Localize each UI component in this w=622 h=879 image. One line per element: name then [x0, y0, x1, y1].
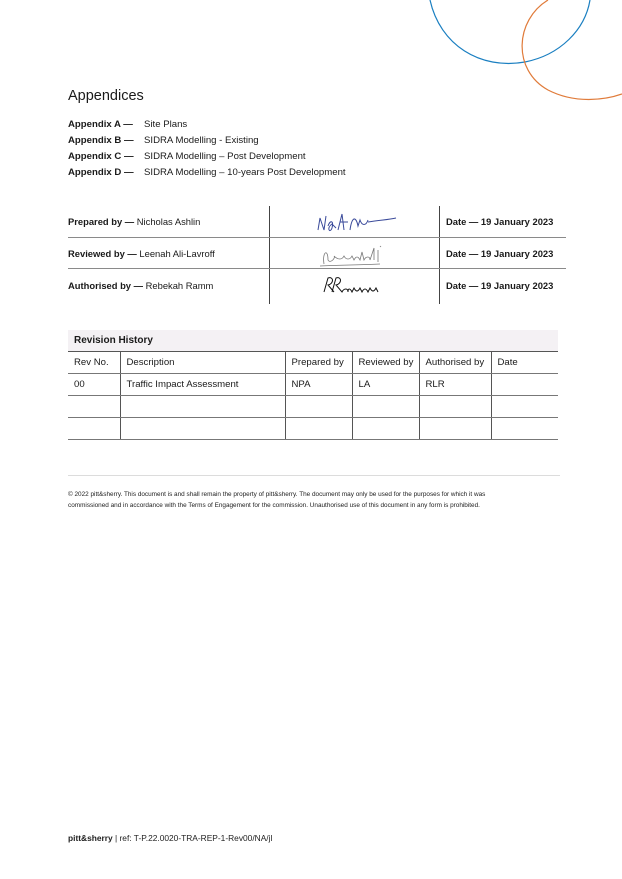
appendix-title: SIDRA Modelling – 10-years Post Development	[144, 166, 346, 178]
appendix-list	[68, 117, 346, 180]
column-header: Authorised by	[419, 352, 491, 374]
footer-brand: pitt&sherry	[68, 833, 113, 843]
signoff-name: Nicholas Ashlin	[134, 216, 201, 227]
appendix-item	[68, 164, 346, 180]
page-title: Appendices	[68, 88, 144, 104]
section-divider	[68, 475, 560, 476]
table-cell: Traffic Impact Assessment	[120, 374, 285, 396]
table-cell	[68, 418, 120, 440]
table-cell: 00	[68, 374, 120, 396]
signoff-person	[68, 216, 200, 227]
appendix-item	[68, 149, 346, 165]
signoff-row-rule	[68, 268, 566, 269]
table-cell	[419, 396, 491, 418]
table-row	[68, 396, 558, 418]
table-cell	[419, 418, 491, 440]
table-cell	[120, 418, 285, 440]
signoff-row-authorised	[68, 270, 566, 302]
table-cell	[68, 396, 120, 418]
signoff-person	[68, 280, 213, 291]
appendix-item	[68, 133, 346, 149]
table-header-row	[68, 352, 558, 374]
table-cell	[285, 418, 352, 440]
copyright-line: © 2022 pitt&sherry. This document is and shall remain the property of pitt&sherry. The document may only be used for the purposes for which it was	[68, 491, 486, 498]
appendix-title: SIDRA Modelling - Existing	[144, 135, 259, 147]
signoff-role: Authorised by —	[68, 280, 144, 291]
signoff-date: Date — 19 January 2023	[446, 280, 554, 291]
column-header: Rev No.	[68, 352, 120, 374]
signoff-row-reviewed	[68, 238, 566, 270]
revision-history-table	[68, 351, 558, 440]
signoff-date: Date — 19 January 2023	[446, 216, 554, 227]
table-cell: RLR	[419, 374, 491, 396]
table-cell: NPA	[285, 374, 352, 396]
table-cell	[491, 418, 558, 440]
signoff-date: Date — 19 January 2023	[446, 248, 554, 259]
column-header: Description	[120, 352, 285, 374]
table-row	[68, 374, 558, 396]
appendix-title: Site Plans	[144, 119, 188, 131]
signoff-name: Rebekah Ramm	[143, 280, 214, 291]
table-cell	[352, 418, 419, 440]
signature-authorised	[270, 270, 440, 302]
table-cell	[352, 396, 419, 418]
signoff-person	[68, 248, 215, 259]
signoff-role: Prepared by —	[68, 216, 135, 227]
signoff-block	[68, 206, 566, 304]
copyright-notice	[68, 489, 558, 512]
signature-reviewed	[270, 238, 440, 270]
appendix-label: Appendix B —	[68, 135, 134, 147]
orange-arc	[522, 0, 622, 100]
column-header: Reviewed by	[352, 352, 419, 374]
table-row	[68, 418, 558, 440]
signature-prepared	[270, 206, 440, 238]
table-cell	[491, 374, 558, 396]
revision-history-title: Revision History	[68, 330, 558, 351]
page-footer	[68, 833, 272, 843]
appendix-title: SIDRA Modelling – Post Development	[144, 150, 306, 162]
table-cell	[285, 396, 352, 418]
column-header: Prepared by	[285, 352, 352, 374]
appendix-label: Appendix D —	[68, 166, 134, 178]
table-cell	[120, 396, 285, 418]
table-cell: LA	[352, 374, 419, 396]
copyright-line: commissioned and in accordance with the Terms of Engagement for the commission. Unauthorised use of this document in any form is prohibited.	[68, 502, 480, 510]
column-header: Date	[491, 352, 558, 374]
footer-ref: | ref: T-P.22.0020-TRA-REP-1-Rev00/NA/jl	[112, 833, 273, 843]
signoff-role: Reviewed by —	[68, 248, 137, 259]
table-cell	[491, 396, 558, 418]
appendix-label: Appendix A —	[68, 119, 133, 131]
blue-arc	[430, 0, 590, 63]
signoff-row-prepared	[68, 206, 566, 238]
signoff-name: Leenah Ali-Lavroff	[136, 248, 215, 259]
appendix-label: Appendix C —	[68, 150, 134, 162]
appendix-item	[68, 117, 346, 133]
